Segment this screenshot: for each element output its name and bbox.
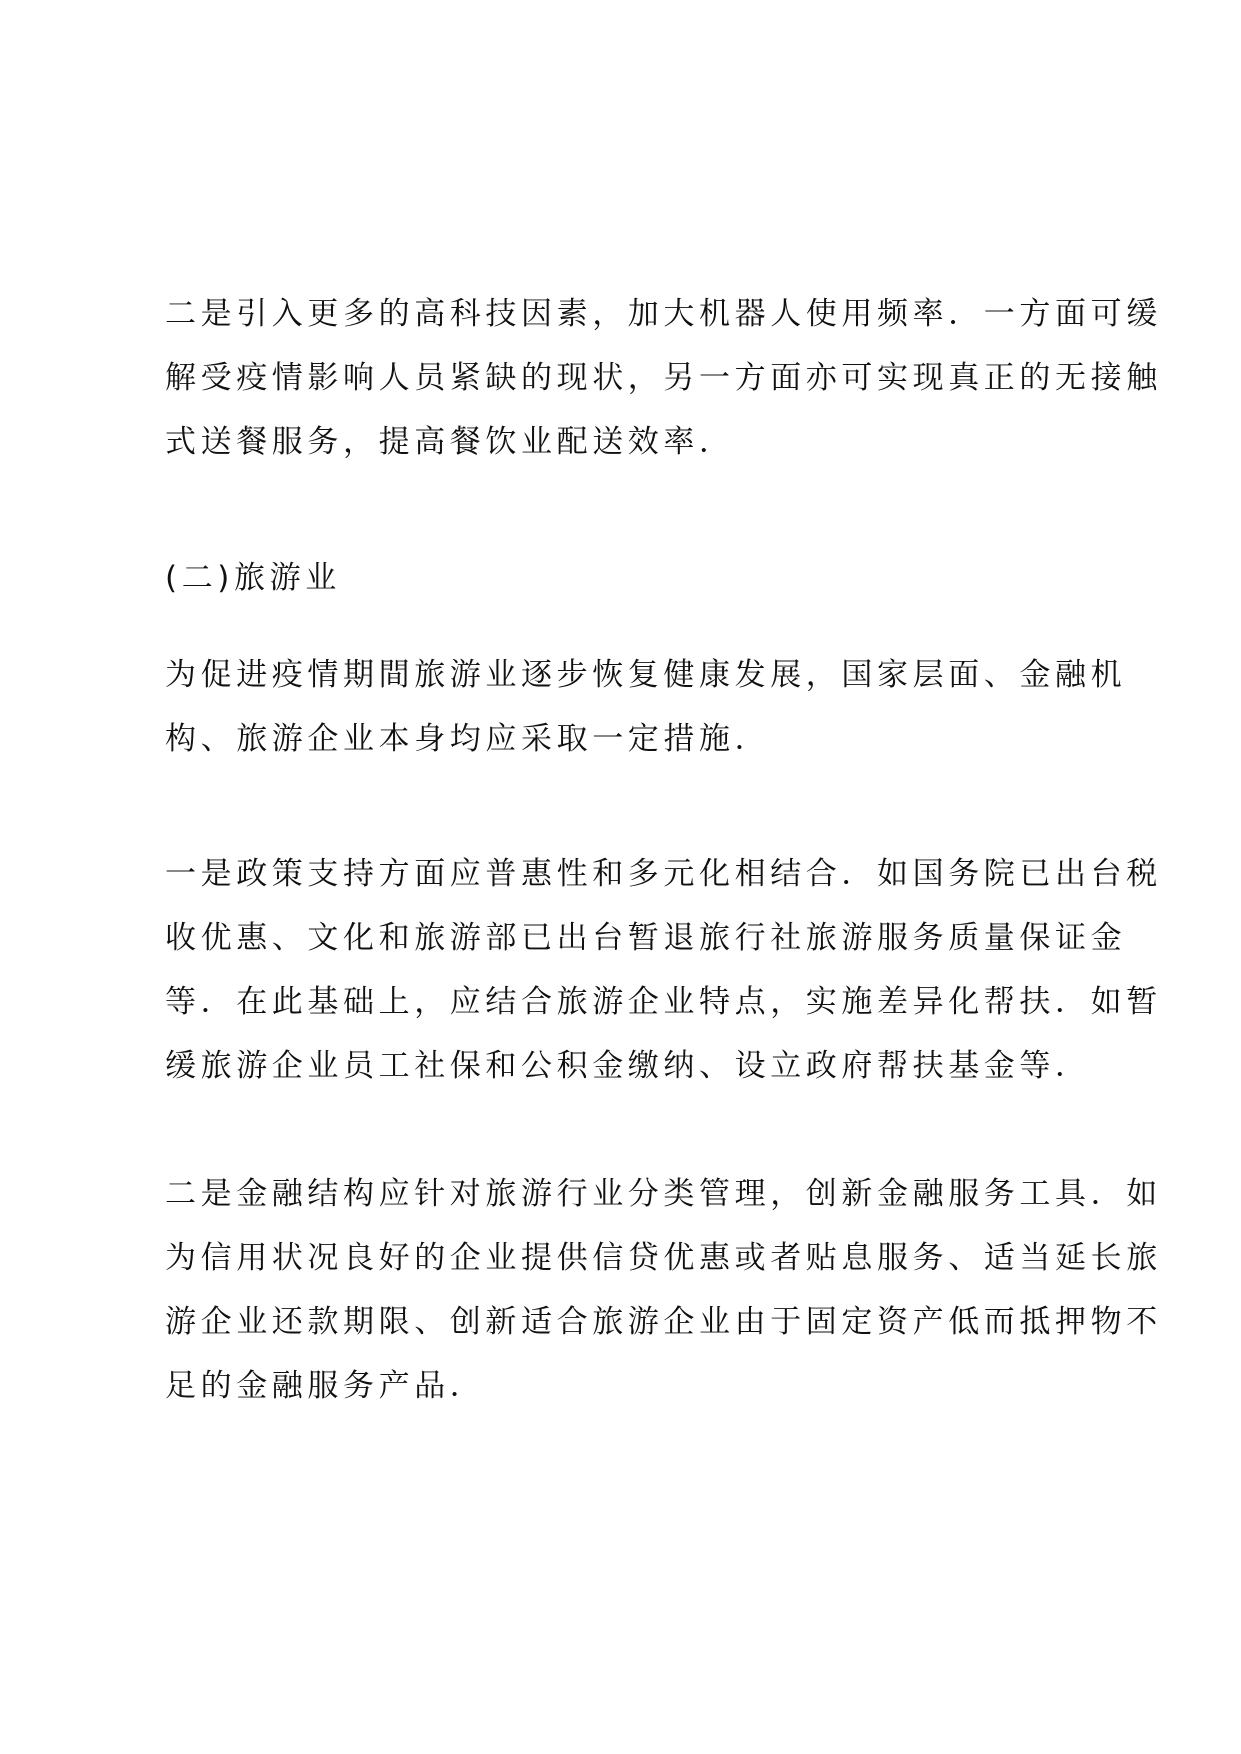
heading-line: (二)旅游业 — [165, 560, 341, 596]
paragraph-line: 为信用状况良好的企业提供信贷优惠或者贴息服务、适当延长旅 — [165, 1240, 1162, 1276]
paragraph-line: 缓旅游企业员工社保和公积金缴纳、设立政府帮扶基金等． — [165, 1048, 1091, 1084]
paragraph-robots — [165, 282, 1162, 474]
section-heading-tourism — [165, 546, 1095, 610]
paragraph-line: 游企业还款期限、创新适合旅游企业由于固定资产低而抵押物不 — [165, 1304, 1162, 1340]
paragraph-line: 等．在此基础上，应结合旅游企业特点，实施差异化帮扶．如暂 — [165, 984, 1162, 1020]
paragraph-financial-tools — [165, 1162, 1162, 1418]
paragraph-line: 一是政策支持方面应普惠性和多元化相结合．如国务院已出台税 — [165, 856, 1162, 892]
paragraph-line: 二是引入更多的高科技因素，加大机器人使用频率．一方面可缓 — [165, 296, 1162, 332]
paragraph-policy-support — [165, 842, 1162, 1098]
paragraph-line: 式送餐服务，提高餐饮业配送效率． — [165, 424, 735, 460]
paragraph-line: 为促进疫情期間旅游业逐步恢复健康发展，国家层面、金融机 — [165, 657, 1127, 693]
paragraph-line: 足的金融服务产品． — [165, 1368, 486, 1404]
paragraph-line: 二是金融结构应针对旅游行业分类管理，创新金融服务工具．如 — [165, 1176, 1162, 1212]
paragraph-line: 解受疫情影响人员紧缺的现状，另一方面亦可实现真正的无接触 — [165, 360, 1162, 396]
paragraph-tourism-intro — [165, 643, 1127, 771]
paragraph-line: 构、旅游企业本身均应采取一定措施． — [165, 721, 771, 757]
paragraph-line: 收优惠、文化和旅游部已出台暂退旅行社旅游服务质量保证金 — [165, 920, 1127, 956]
